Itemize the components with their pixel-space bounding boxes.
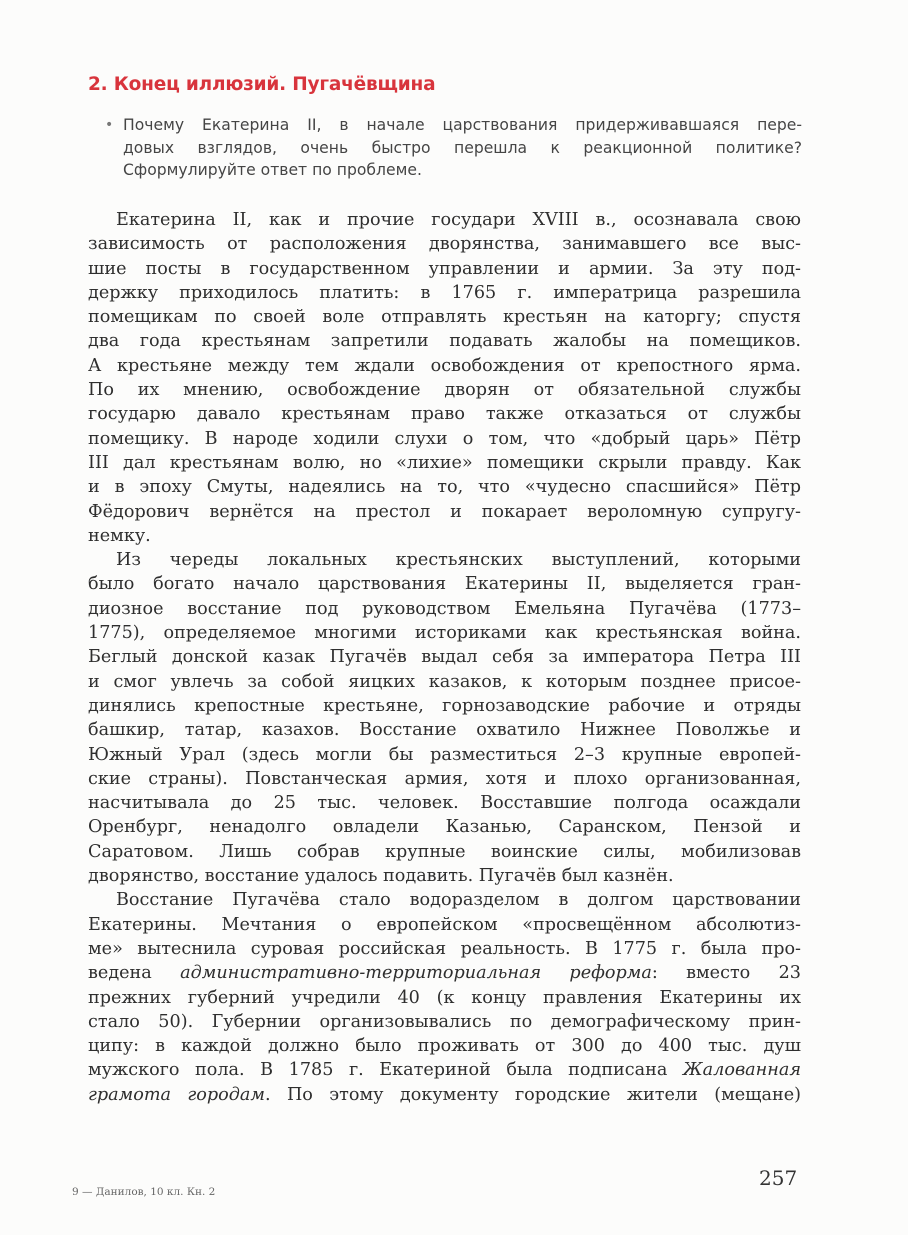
text-line (88, 1058, 801, 1082)
text-line: прежних губерний учредили 40 (к концу правления Екатерины их (88, 987, 801, 1008)
text-line: шие посты в государственном управлении и армии. За эту под- (88, 258, 801, 279)
text-line: башкир, татар, казахов. Восстание охватило Нижнее Поволжье и (88, 720, 801, 741)
italic-term: административно-территориальная реформа (180, 963, 652, 984)
text-line: помещику. В народе ходили слухи о том, что «добрый царь» Пётр (88, 428, 801, 449)
text-line: дворянство, восстание удалось подавить. Пугачёв был казнён. (88, 866, 674, 887)
question-text (123, 114, 802, 182)
text-line: III дал крестьянам волю, но «лихие» помещики скрыли правду. Как (88, 452, 801, 473)
paragraph (88, 208, 801, 548)
section-heading: 2. Конец иллюзий. Пугачёвщина (88, 74, 436, 95)
text-line: и смог увлечь за собой яицких казаков, к которым позднее присое- (88, 671, 801, 692)
body-text (88, 208, 801, 1107)
text-line: было богато начало царствования Екатерины II, выделяется гран- (88, 574, 801, 595)
text-segment: ведена (88, 963, 181, 984)
paragraph (88, 548, 801, 888)
question-line: Почему Екатерина II, в начале царствования придерживавшаяся пере- (123, 116, 802, 134)
text-line: Саратовом. Лишь собрав крупные воинские силы, мобилизовав (88, 841, 801, 862)
text-line: Из череды локальных крестьянских выступлений, которыми (116, 550, 801, 571)
bullet-icon: • (105, 117, 114, 133)
text-segment: мужского пола. В 1785 г. Екатериной была подписана (88, 1060, 683, 1081)
text-line: Южный Урал (здесь могли бы разместиться 2–3 крупные европей- (88, 744, 801, 765)
question-block (105, 114, 802, 182)
question-line: довых взглядов, очень быстро перешла к реакционной политике? (123, 138, 802, 157)
text-line: Фёдорович вернётся на престол и покарает вероломную супругу- (88, 501, 801, 522)
text-line: помещикам по своей воле отправлять крестьян на каторгу; спустя (88, 307, 801, 328)
text-line: Оренбург, ненадолго овладели Казанью, Саранском, Пензой и (88, 817, 801, 838)
paragraph (88, 888, 801, 1107)
text-line: динялись крепостные крестьяне, горнозаводские рабочие и отряды (88, 695, 801, 716)
text-line (88, 1083, 801, 1107)
text-line: ские страны). Повстанческая армия, хотя и плохо организованная, (88, 768, 801, 789)
text-line: государю давало крестьянам право также отказаться от службы (88, 404, 801, 425)
text-line: По их мнению, освобождение дворян от обязательной службы (88, 380, 801, 401)
text-line: насчитывала до 25 тыс. человек. Восставшие полгода осаждали (88, 793, 801, 814)
text-line: Екатерина II, как и прочие государи XVIII в., осознавала свою (116, 210, 801, 230)
text-line (88, 961, 801, 985)
text-line: Беглый донской казак Пугачёв выдал себя за императора Петра III (88, 647, 801, 668)
text-segment: . По этому документу городские жители (мещане) (264, 1084, 802, 1105)
text-line: два года крестьянам запретили подавать жалобы на помещиков. (88, 331, 801, 352)
text-line: 1775), определяемое многими историками как крестьянская война. (88, 623, 801, 644)
italic-term: Жалованная (682, 1060, 801, 1081)
text-line: диозное восстание под руководством Емельяна Пугачёва (1773– (88, 598, 801, 619)
text-line: ципу: в каждой должно было проживать от 300 до 400 тыс. душ (88, 1036, 801, 1057)
page-number: 257 (759, 1166, 798, 1190)
footer-signature: 9 — Данилов, 10 кл. Кн. 2 (72, 1186, 216, 1198)
text-line: ме» вытеснила суровая российская реальность. В 1775 г. была про- (88, 938, 801, 959)
question-line: Сформулируйте ответ по проблеме. (123, 161, 422, 179)
text-segment: : вместо 23 (651, 963, 801, 984)
text-line: стало 50). Губернии организовывались по демографическому прин- (88, 1011, 801, 1032)
text-line: держку приходилось платить: в 1765 г. императрица разрешила (88, 282, 801, 303)
italic-term: грамота городам (88, 1084, 265, 1105)
text-line: и в эпоху Смуты, надеялись на то, что «чудесно спасшийся» Пётр (88, 477, 801, 498)
text-line: немку. (88, 525, 151, 546)
text-line: А крестьяне между тем ждали освобождения от крепостного ярма. (88, 355, 801, 376)
text-line: Восстание Пугачёва стало водоразделом в долгом царствовании (116, 890, 801, 911)
text-line: Екатерины. Мечтания о европейском «просвещённом абсолютиз- (88, 914, 801, 935)
text-line: зависимость от расположения дворянства, занимавшего все выс- (88, 234, 801, 255)
